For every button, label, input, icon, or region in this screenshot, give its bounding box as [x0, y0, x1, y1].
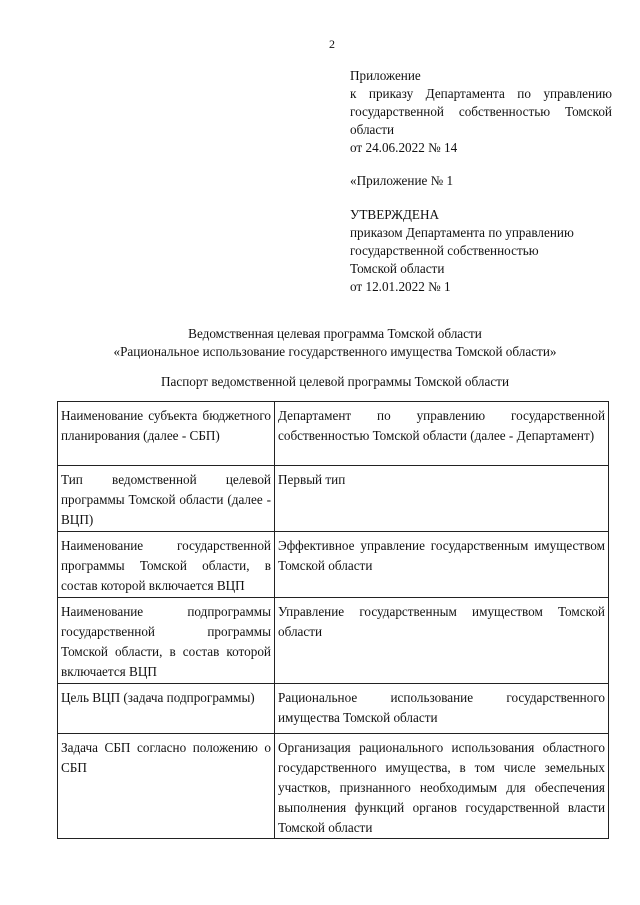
- program-title-line-2: «Рациональное использование государственного имущества Томской области»: [113, 344, 557, 359]
- row-label: Тип ведомственной целевой программы Томской области (далее - ВЦП): [58, 466, 275, 532]
- program-title-line-1: Ведомственная целевая программа Томской области: [188, 326, 482, 341]
- appendix-header: [350, 67, 612, 157]
- row-value: Управление государственным имуществом Томской области: [275, 598, 609, 684]
- row-value: Эффективное управление государственным имуществом Томской области: [275, 532, 609, 598]
- table-row: [58, 734, 609, 839]
- row-value: Департамент по управлению государственной собственностью Томской области (далее - Департамент): [275, 402, 609, 466]
- table-row: [58, 532, 609, 598]
- approved-line: государственной собственностью: [350, 243, 539, 258]
- approved-line: приказом Департамента по управлению: [350, 225, 574, 240]
- row-label: Цель ВЦП (задача подпрограммы): [58, 684, 275, 734]
- appendix-number: «Приложение № 1: [350, 173, 454, 188]
- row-value: Первый тип: [275, 466, 609, 532]
- row-value: Рациональное использование государственного имущества Томской области: [275, 684, 609, 734]
- appendix-line: государственной собственностью Томской: [350, 104, 612, 119]
- passport-title: Паспорт ведомственной целевой программы Томской области: [160, 374, 510, 389]
- row-label: Задача СБП согласно положению о СБП: [58, 734, 275, 839]
- appendix-line: Приложение: [350, 68, 421, 83]
- row-label: Наименование подпрограммы государственной программы Томской области, в состав которой включается ВЦП: [58, 598, 275, 684]
- passport-table: [57, 401, 609, 839]
- appendix-line: области: [350, 122, 395, 137]
- approved-date: от 12.01.2022 № 1: [350, 279, 451, 294]
- page-number: 2: [329, 37, 335, 51]
- table-row: [58, 598, 609, 684]
- appendix-line: к приказу Департамента по управлению: [350, 86, 612, 101]
- row-value: Организация рационального использования областного государственного имущества, в том числе земельных участков, признанного необходимым для обеспечения выполнения функций органов государственной власти Томской области: [275, 734, 609, 839]
- row-label: Наименование субъекта бюджетного планирования (далее - СБП): [58, 402, 275, 466]
- approved-heading: УТВЕРЖДЕНА: [350, 207, 440, 222]
- row-label: Наименование государственной программы Томской области, в состав которой включается ВЦП: [58, 532, 275, 598]
- appendix-date: от 24.06.2022 № 14: [350, 140, 458, 155]
- table-row: [58, 466, 609, 532]
- table-row: [58, 684, 609, 734]
- table-row: [58, 402, 609, 466]
- approved-line: Томской области: [350, 261, 445, 276]
- approval-stamp-text: [350, 206, 612, 296]
